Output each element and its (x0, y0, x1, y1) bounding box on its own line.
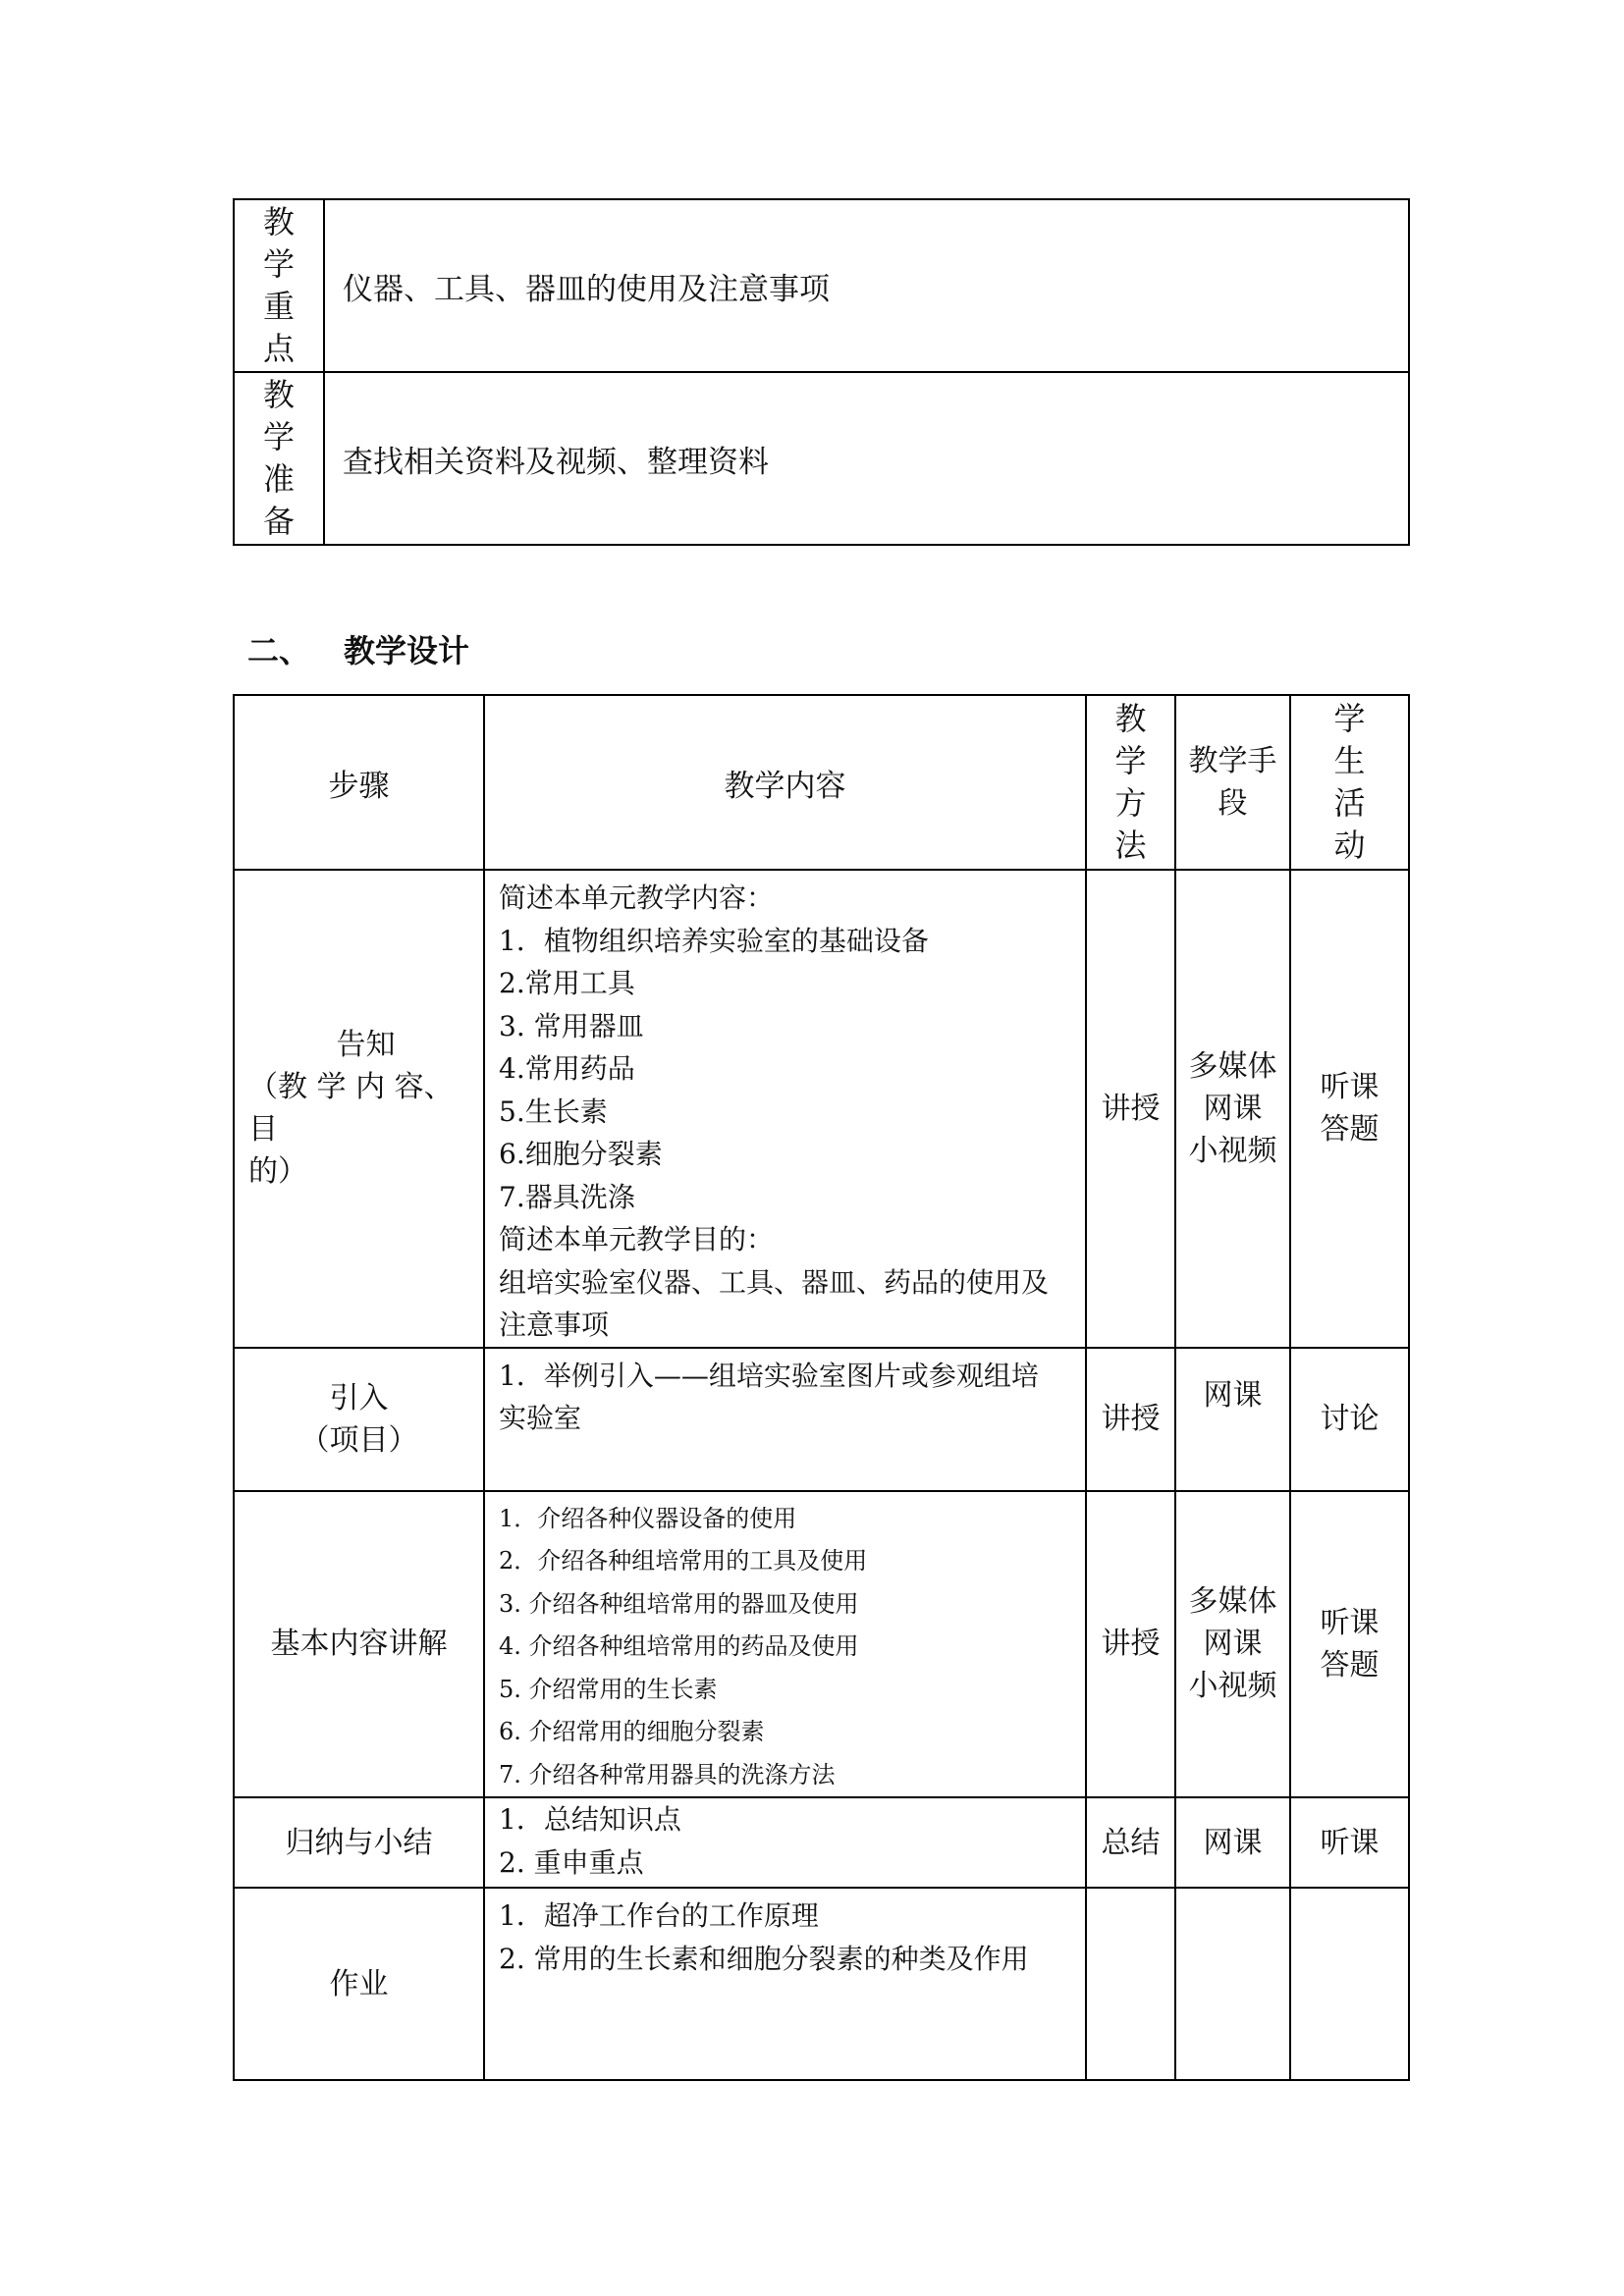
method-cell: 讲授 (1086, 1348, 1175, 1491)
table-row (234, 372, 1409, 545)
content-cell: 1．举例引入——组培实验室图片或参观组培 实验室 (484, 1348, 1086, 1491)
preparation-content: 查找相关资料及视频、整理资料 (324, 372, 1409, 545)
header-step: 步骤 (234, 695, 484, 870)
activity-cell: 听课 (1290, 1797, 1409, 1888)
step-cell: 引入 （项目） (234, 1348, 484, 1491)
section-title-text: 教学设计 (344, 632, 470, 669)
means-cell: 多媒体 网课 小视频 (1175, 1491, 1290, 1798)
content-cell: 1．超净工作台的工作原理 2. 常用的生长素和细胞分裂素的种类及作用 (484, 1888, 1086, 2080)
method-cell (1086, 1888, 1175, 2080)
means-cell: 网课 (1175, 1797, 1290, 1888)
table-row (234, 1797, 1409, 1888)
method-cell: 总结 (1086, 1797, 1175, 1888)
header-activity: 学 生 活 动 (1290, 695, 1409, 870)
header-content: 教学内容 (484, 695, 1086, 870)
section-heading (247, 626, 503, 671)
step-cell: 归纳与小结 (234, 1797, 484, 1888)
means-cell (1175, 1888, 1290, 2080)
content-cell: 简述本单元教学内容： 1．植物组织培养实验室的基础设备 2.常用工具 3. 常用器皿 4.常用药品 5.生长素 6.细胞分裂素 7.器具洗涤 简述本单元教学目的： 组培实验室仪器、工具、器皿、药品的使用及 注意事项 (484, 870, 1086, 1348)
table-row (234, 199, 1409, 372)
step-cell: 作业 (234, 1888, 484, 2080)
top-table (233, 198, 1410, 546)
means-cell: 多媒体 网课 小视频 (1175, 870, 1290, 1348)
activity-cell: 讨论 (1290, 1348, 1409, 1491)
table-row (234, 1888, 1409, 2080)
row-label-key-points: 教 学 重 点 (234, 199, 324, 372)
activity-cell: 听课 答题 (1290, 1491, 1409, 1798)
method-cell: 讲授 (1086, 1491, 1175, 1798)
table-row (234, 1348, 1409, 1491)
method-cell: 讲授 (1086, 870, 1175, 1348)
activity-cell (1290, 1888, 1409, 2080)
section-number: 二、 (247, 632, 311, 669)
header-row (234, 695, 1409, 870)
header-method: 教 学 方 法 (1086, 695, 1175, 870)
content-cell: 1．总结知识点 2. 重申重点 (484, 1797, 1086, 1888)
means-cell: 网课 (1175, 1348, 1290, 1491)
header-means: 教学手 段 (1175, 695, 1290, 870)
row-label-preparation: 教 学 准 备 (234, 372, 324, 545)
design-table (233, 694, 1410, 2081)
step-cell: 告知 （教 学 内 容、 目 的） (234, 870, 484, 1348)
content-cell: 1．介绍各种仪器设备的使用 2．介绍各种组培常用的工具及使用 3. 介绍各种组培常用的器皿及使用 4. 介绍各种组培常用的药品及使用 5. 介绍常用的生长素 6. 介绍常用的细胞分裂素 7. 介绍各种常用器具的洗涤方法 (484, 1491, 1086, 1798)
table-row (234, 870, 1409, 1348)
step-cell: 基本内容讲解 (234, 1491, 484, 1798)
table-row (234, 1491, 1409, 1798)
activity-cell: 听课 答题 (1290, 870, 1409, 1348)
key-points-content: 仪器、工具、器皿的使用及注意事项 (324, 199, 1409, 372)
